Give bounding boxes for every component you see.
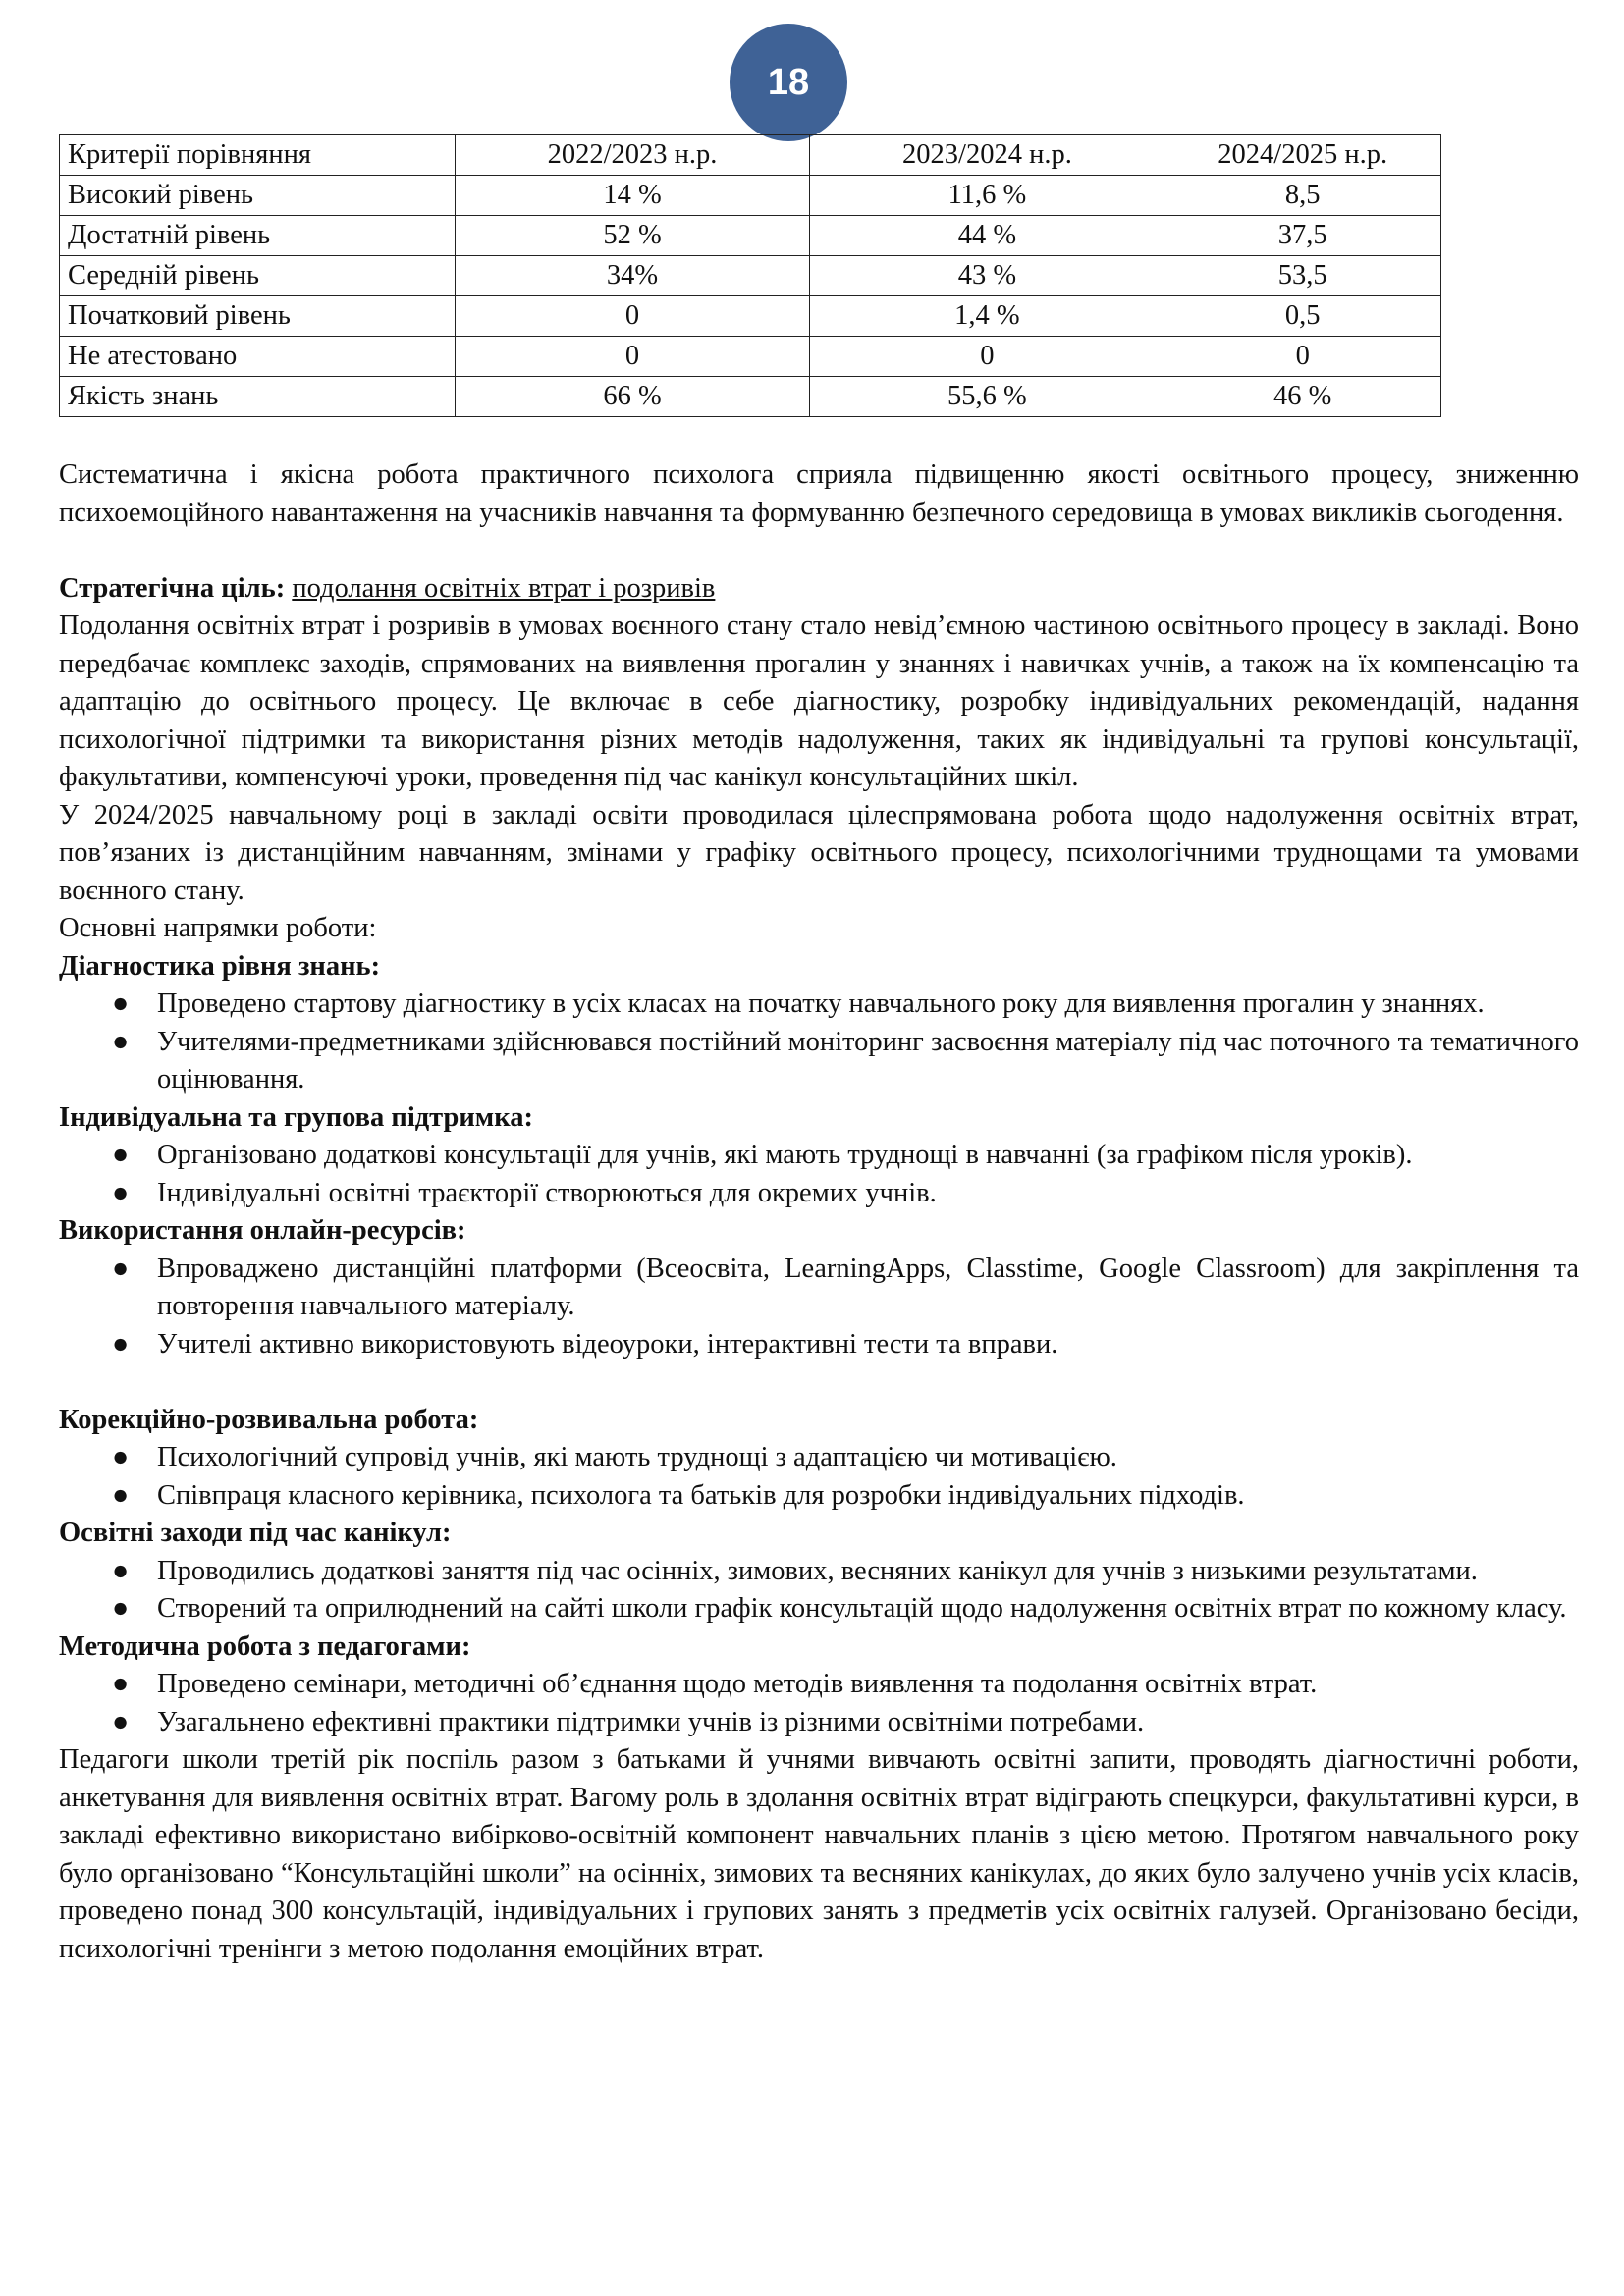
bullet-list <box>59 1439 1579 1515</box>
table-row <box>60 176 1441 216</box>
table-cell: 55,6 % <box>810 377 1164 417</box>
list-item-text: Впроваджено дистанційні платформи (Всеосвіта, LearningApps, Classtime, Google Classroom) для закріплення та повторення навчального матеріалу. <box>157 1253 1579 1321</box>
table-header-cell: 2023/2024 н.р. <box>810 135 1164 176</box>
list-item-text: Узагальнено ефективні практики підтримки учнів із різними освітніми потребами. <box>157 1706 1145 1737</box>
list-item-text: Співпраця класного керівника, психолога та батьків для розробки індивідуальних підходів. <box>157 1479 1245 1511</box>
strategic-goal-label: Стратегічна ціль: <box>59 572 286 604</box>
list-item <box>59 1477 1579 1516</box>
bullet-list <box>59 1553 1579 1629</box>
final-paragraph: Педагоги школи третій рік поспіль разом з батьками й учнями вивчають освітні запити, проводять діагностичні роботи, анкетування для виявлення освітніх втрат. Вагому роль в здолання освітніх втрат відіграють спецкурси, факультативні курси, в закладі ефективно використано вибірково-освітній компонент навчальних планів з цією метою. Протягом навчального року було організовано “Консультаційні школи” на осінніх, зимових та весняних канікулах, до яких було залучено учнів усіх класів, проведено понад 300 консультацій, індивідуальних і групових занять з предметів усіх освітніх галузей. Організовано бесіди, психологічні тренінги з метою подолання емоційних втрат. <box>59 1744 1579 1964</box>
section-title: Використання онлайн-ресурсів: <box>59 1215 466 1246</box>
list-item-text: Проводились додаткові заняття під час осінніх, зимових, весняних канікул для учнів з низькими результатами. <box>157 1555 1478 1586</box>
table-header-cell: 2024/2025 н.р. <box>1164 135 1441 176</box>
bullet-icon: ● <box>112 988 130 1019</box>
bullet-list <box>59 1251 1579 1364</box>
bullet-icon: ● <box>112 1026 130 1057</box>
table-row <box>60 216 1441 256</box>
spacer <box>59 532 1579 570</box>
page-number: 18 <box>767 61 810 103</box>
knowledge-level-table <box>59 134 1441 417</box>
table-cell: Якість знань <box>60 377 456 417</box>
table-row <box>60 256 1441 296</box>
list-item-text: Проведено семінари, методичні об’єднання щодо методів виявлення та подолання освітніх втрат. <box>157 1669 1318 1699</box>
table-cell: 46 % <box>1164 377 1441 417</box>
table-cell: 43 % <box>810 256 1164 296</box>
list-item-text: Організовано додаткові консультації для учнів, які мають труднощі в навчанні (за графіком після уроків). <box>157 1140 1413 1170</box>
table-cell: 34% <box>455 256 810 296</box>
intro-paragraph: Систематична і якісна робота практичного психолога сприяла підвищенню якості освітнього процесу, зниженню психоемоційного навантаження на учасників навчання та формуванню безпечного середовища в умовах викликів сьогодення. <box>59 459 1579 528</box>
table-cell: 0 <box>455 337 810 377</box>
table-cell: 14 % <box>455 176 810 216</box>
table-header-cell: 2022/2023 н.р. <box>455 135 810 176</box>
bullet-icon: ● <box>112 1669 130 1699</box>
list-item-text: Створений та оприлюднений на сайті школи графік консультацій щодо надолуження освітніх втрат по кожному класу. <box>157 1593 1567 1624</box>
table-cell: 44 % <box>810 216 1164 256</box>
list-item <box>59 1175 1579 1213</box>
table-cell: Високий рівень <box>60 176 456 216</box>
bullet-icon: ● <box>112 1593 130 1624</box>
bullet-icon: ● <box>112 1177 130 1208</box>
list-item-text: Учителі активно використовують відеоуроки, інтерактивні тести та вправи. <box>157 1328 1058 1360</box>
list-item <box>59 1251 1579 1326</box>
list-item <box>59 1326 1579 1364</box>
bullet-list <box>59 986 1579 1099</box>
strategic-goal <box>59 570 1579 609</box>
table-cell: 0 <box>455 296 810 337</box>
bullet-icon: ● <box>112 1140 130 1170</box>
table-header-cell: Критерії порівняння <box>60 135 456 176</box>
table-header-row <box>60 135 1441 176</box>
table-cell: 0 <box>810 337 1164 377</box>
table-cell: 0 <box>1164 337 1441 377</box>
page-number-badge <box>730 24 847 141</box>
list-item <box>59 1590 1579 1629</box>
bullet-list <box>59 1137 1579 1212</box>
table-cell: 37,5 <box>1164 216 1441 256</box>
bullet-icon: ● <box>112 1328 130 1360</box>
list-item-text: Учителями-предметниками здійснювався постійний моніторинг засвоєння матеріалу під час поточного та тематичного оцінювання. <box>157 1026 1579 1095</box>
table-cell: 8,5 <box>1164 176 1441 216</box>
bullet-icon: ● <box>112 1442 130 1472</box>
table-cell: 1,4 % <box>810 296 1164 337</box>
bullet-list <box>59 1666 1579 1741</box>
list-item-text: Проведено стартову діагностику в усіх класах на початку навчального року для виявлення прогалин у знаннях. <box>157 988 1485 1019</box>
table-cell: Достатній рівень <box>60 216 456 256</box>
section-title: Індивідуальна та групова підтримка: <box>59 1101 533 1133</box>
list-item <box>59 1553 1579 1591</box>
section-title: Діагностика рівня знань: <box>59 950 381 982</box>
bullet-icon: ● <box>112 1253 130 1284</box>
list-item-text: Індивідуальні освітні траєкторії створюються для окремих учнів. <box>157 1177 937 1208</box>
school-year-paragraph: У 2024/2025 навчальному році в закладі освіти проводилася цілеспрямована робота щодо надолуження освітніх втрат, пов’язаних із дистанційним навчанням, змінами у графіку освітнього процесу, психологічними труднощами та умовами воєнного стану. <box>59 799 1579 906</box>
table-cell: Середній рівень <box>60 256 456 296</box>
table-cell: 66 % <box>455 377 810 417</box>
overcoming-paragraph: Подолання освітніх втрат і розривів в умовах воєнного стану стало невід’ємною частиною освітнього процесу в закладі. Воно передбачає комплекс заходів, спрямованих на виявлення прогалин у знаннях і навичках учнів, а також на їх компенсацію та адаптацію до освітнього процесу. Це включає в себе діагностику, розробку індивідуальних рекомендацій, надання психологічної підтримки та використання різних методів надолуження, таких як індивідуальні та групові консультації, факультативи, компенсуючі уроки, проведення під час канікул консультаційних шкіл. <box>59 611 1579 792</box>
table-cell: 53,5 <box>1164 256 1441 296</box>
list-item-text: Психологічний супровід учнів, які мають труднощі з адаптацією чи мотивацією. <box>157 1442 1117 1472</box>
section-title: Методична робота з педагогами: <box>59 1630 471 1662</box>
list-item <box>59 1137 1579 1175</box>
section-title: Корекційно-розвивальна робота: <box>59 1404 479 1435</box>
table-row <box>60 377 1441 417</box>
list-item <box>59 986 1579 1024</box>
main-directions-label: Основні напрямки роботи: <box>59 913 377 943</box>
list-item <box>59 1704 1579 1742</box>
bullet-icon: ● <box>112 1555 130 1586</box>
bullet-icon: ● <box>112 1706 130 1737</box>
bullet-icon: ● <box>112 1479 130 1511</box>
table-cell: Не атестовано <box>60 337 456 377</box>
table-row <box>60 337 1441 377</box>
section-title: Освітні заходи під час канікул: <box>59 1518 452 1548</box>
list-item <box>59 1439 1579 1477</box>
list-item <box>59 1024 1579 1099</box>
table-cell: 52 % <box>455 216 810 256</box>
table-cell: Початковий рівень <box>60 296 456 337</box>
table-cell: 11,6 % <box>810 176 1164 216</box>
strategic-goal-text: подолання освітніх втрат і розривів <box>292 572 716 604</box>
list-item <box>59 1666 1579 1704</box>
table-cell: 0,5 <box>1164 296 1441 337</box>
spacer <box>59 1363 1579 1402</box>
table-row <box>60 296 1441 337</box>
document-body <box>59 134 1579 1968</box>
